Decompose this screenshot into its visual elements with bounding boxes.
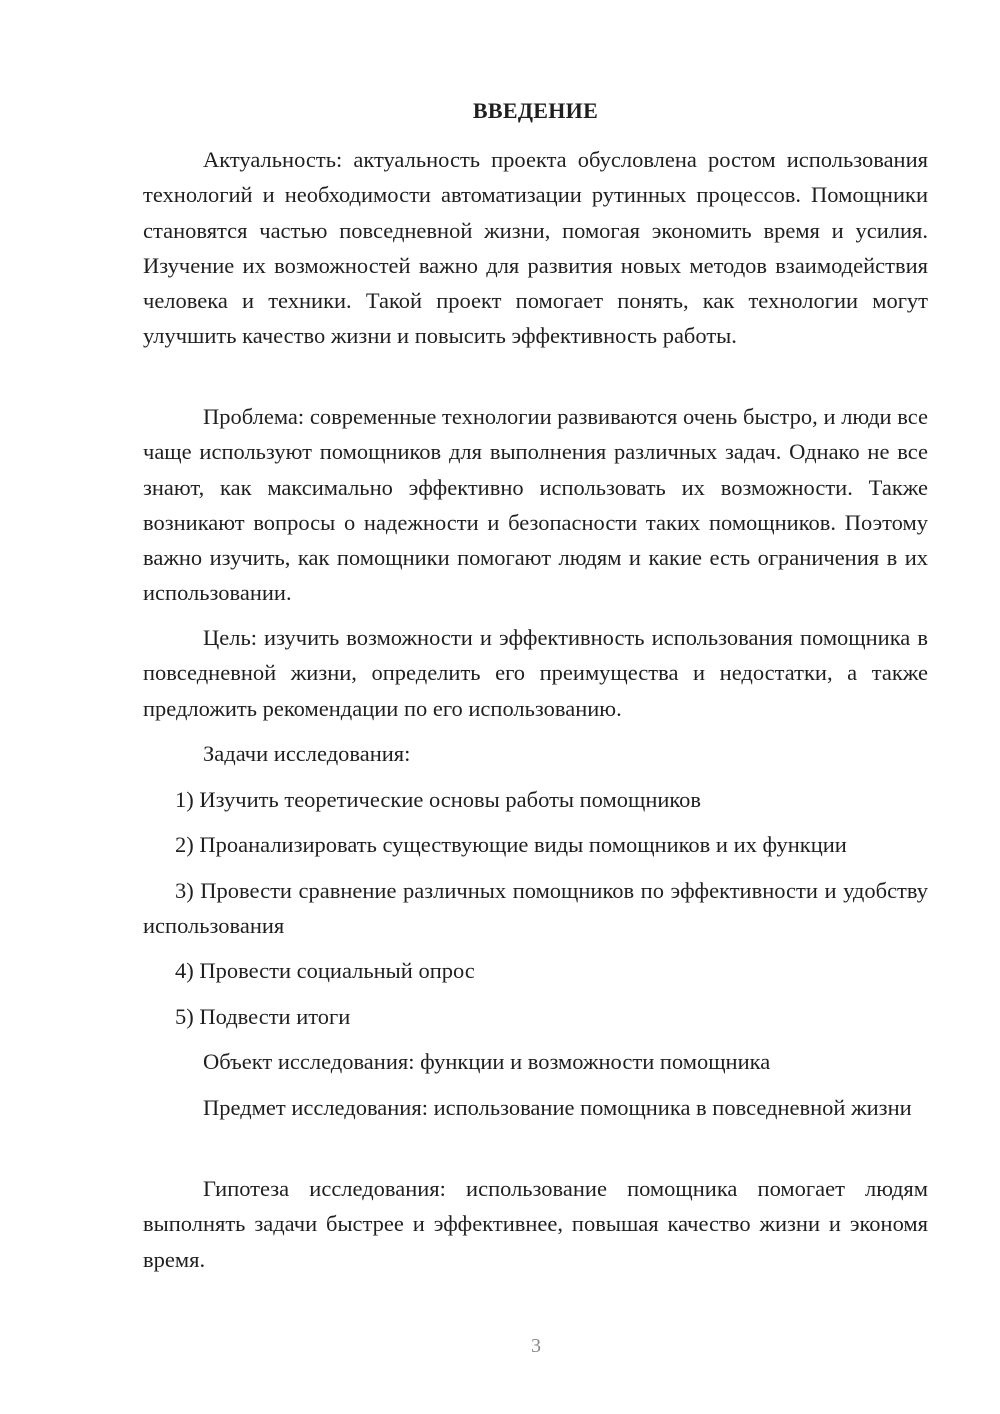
goal-paragraph: Цель: изучить возможности и эффективность использования помощника в повседневной жизни, определить его преимущества и недостатки, а также предложить рекомендации по его использованию. bbox=[143, 625, 928, 721]
task-item: 1) Изучить теоретические основы работы помощников bbox=[175, 787, 702, 812]
task-item: 4) Провести социальный опрос bbox=[175, 958, 475, 983]
hypothesis-paragraph: Гипотеза исследования: использование помощника помогает людям выполнять задачи быстрее и эффективнее, повышая качество жизни и экономя время. bbox=[143, 1176, 928, 1272]
page-number: 3 bbox=[531, 1335, 541, 1357]
task-item: 3) Провести сравнение различных помощников по эффективности и удобству использования bbox=[143, 878, 928, 939]
subject-paragraph: Предмет исследования: использование помощника в повседневной жизни bbox=[203, 1095, 912, 1120]
task-item: 2) Проанализировать существующие виды помощников и их функции bbox=[175, 832, 847, 857]
object-paragraph: Объект исследования: функции и возможности помощника bbox=[203, 1049, 771, 1074]
tasks-heading: Задачи исследования: bbox=[203, 741, 411, 766]
section-title: ВВЕДЕНИЕ bbox=[472, 98, 599, 123]
relevance-paragraph: Актуальность: актуальность проекта обусловлена ростом использования технологий и необходимости автоматизации рутинных процессов. Помощники становятся частью повседневной жизни, помогая экономить время и усилия. Изучение их возможностей важно для развития новых методов взаимодействия человека и техники. Такой проект помогает понять, как технологии могут улучшить качество жизни и повысить эффективность работы. bbox=[143, 147, 928, 349]
task-item: 5) Подвести итоги bbox=[175, 1004, 351, 1029]
problem-paragraph: Проблема: современные технологии развиваются очень быстро, и люди все чаще используют помощников для выполнения различных задач. Однако не все знают, как максимально эффективно использовать их возможности. Также возникают вопросы о надежности и безопасности таких помощников. Поэтому важно изучить, как помощники помогают людям и какие есть ограничения в их использовании. bbox=[143, 404, 928, 606]
